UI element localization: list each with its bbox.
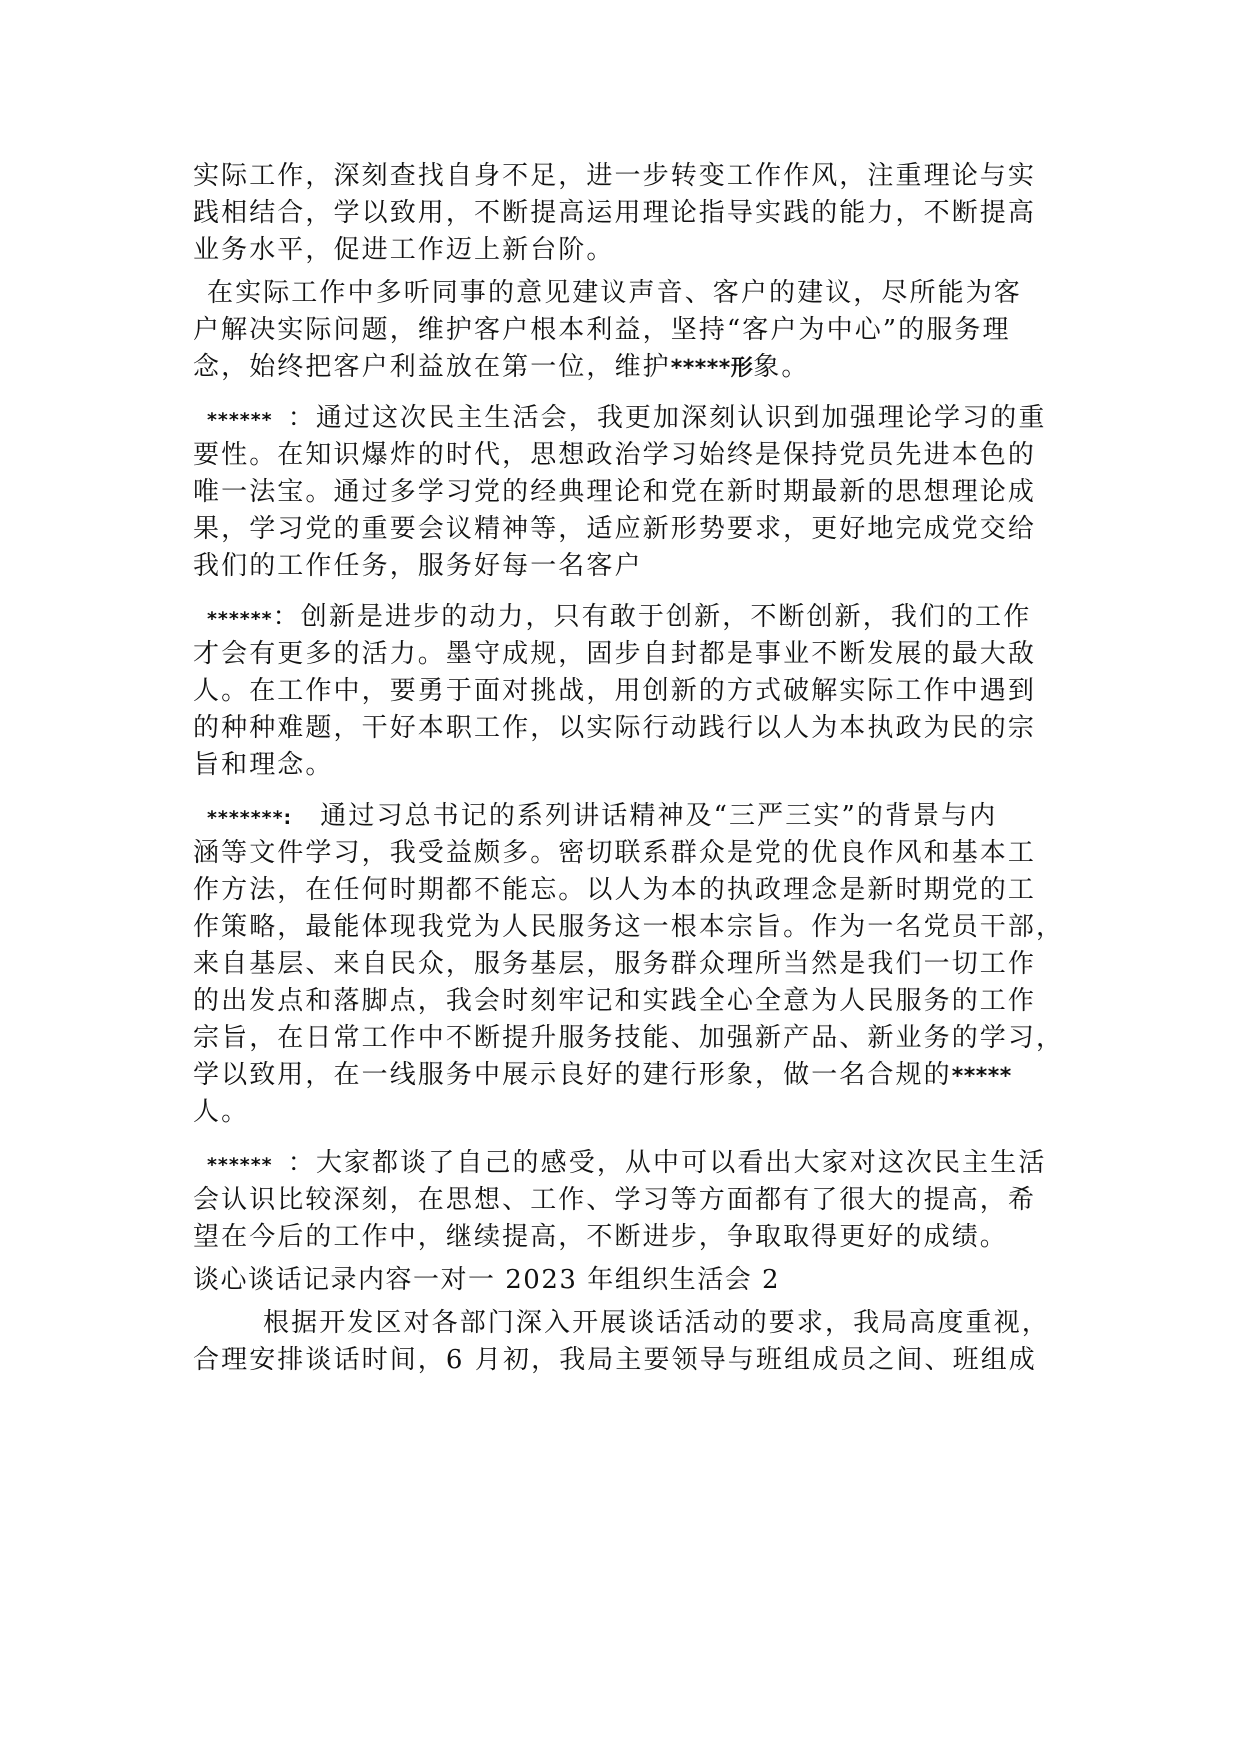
text-line: 的种种难题，干好本职工作，以实际行动践行以人为本执政为民的宗 — [193, 713, 1037, 743]
text-line: 合理安排谈话时间，6 月初，我局主要领导与班组成员之间、班组成 — [193, 1345, 1037, 1375]
text-segment: ：通过这次民主生活会，我更加深刻认识到加强理论学习的重 — [287, 403, 1047, 433]
text-line: 旨和理念。 — [193, 750, 334, 780]
text-line: 涵等文件学习，我受益颇多。密切联系群众是党的优良作风和基本工 — [193, 838, 1037, 868]
section-heading — [193, 1262, 1053, 1299]
text-segment: ：大家都谈了自己的感受，从中可以看出大家对这次民主生活 — [287, 1148, 1047, 1178]
paragraph-1 — [193, 158, 1053, 269]
text-line: 才会有更多的活力。墨守成规，固步自封都是事业不断发展的最大敌 — [193, 639, 1037, 669]
paragraph-4 — [193, 599, 1053, 784]
text-line — [193, 798, 1053, 835]
text-line — [193, 1057, 1053, 1094]
document-page — [193, 158, 1065, 1393]
text-segment: 象。 — [753, 352, 810, 382]
text-line: 会认识比较深刻，在思想、工作、学习等方面都有了很大的提高，希 — [193, 1185, 1037, 1215]
text-line: 实际工作，深刻查找自身不足，进一步转变工作作风，注重理论与实 — [193, 161, 1037, 191]
text-line: 践相结合，学以致用，不断提高运用理论指导实践的能力，不断提高 — [193, 198, 1037, 228]
text-line: 来自基层、来自民众，服务基层，服务群众理所当然是我们一切工作 — [193, 949, 1037, 979]
speaker-name: ****** — [207, 608, 273, 630]
text-line: 的出发点和落脚点，我会时刻牢记和实践全心全意为人民服务的工作 — [193, 986, 1037, 1016]
text-line — [193, 349, 1053, 386]
text-line: 唯一法宝。通过多学习党的经典理论和党在新时期最新的思想理论成 — [193, 477, 1037, 507]
text-line: 望在今后的工作中，继续提高，不断进步，争取取得更好的成绩。 — [193, 1222, 1008, 1252]
text-line: 在实际工作中多听同事的意见建议声音、客户的建议，尽所能为客 — [207, 278, 1022, 308]
text-line: 人。 — [193, 1097, 250, 1127]
text-line: 要性。在知识爆炸的时代，思想政治学习始终是保持党员先进本色的 — [193, 440, 1037, 470]
paragraph-6 — [193, 1145, 1053, 1256]
text-segment: 念，始终把客户利益放在第一位，维护 — [193, 352, 671, 382]
paragraph-7 — [193, 1305, 1053, 1379]
paragraph-2 — [193, 275, 1053, 386]
text-line: 作策略，最能体现我党为人民服务这一根本宗旨。作为一名党员干部， — [193, 912, 1065, 942]
paragraph-3 — [193, 400, 1053, 585]
text-segment: 通过习总书记的系列讲话精神及“三严三实”的背景与内 — [320, 801, 998, 831]
text-segment: ：创新是进步的动力，只有敢于创新，不断创新，我们的工作 — [272, 602, 1032, 632]
text-line: 宗旨，在日常工作中不断提升服务技能、加强新产品、新业务的学习， — [193, 1023, 1065, 1053]
text-line: 我们的工作任务，服务好每一名客户 — [193, 551, 643, 581]
masked-name: ***** — [951, 1064, 1012, 1089]
text-line: 果，学习党的重要会议精神等，适应新形势要求，更好地完成党交给 — [193, 514, 1037, 544]
text-line: 业务水平，促进工作迈上新台阶。 — [193, 235, 615, 265]
text-line — [193, 599, 1053, 636]
text-line: 根据开发区对各部门深入开展谈话活动的要求，我局高度重视， — [263, 1308, 1050, 1338]
text-segment: 学以致用，在一线服务中展示良好的建行形象，做一名合规的 — [193, 1060, 952, 1090]
speaker-name: *******: — [207, 807, 293, 829]
masked-name: *****形 — [670, 356, 754, 381]
section-heading-text: 谈心谈话记录内容一对一 2023 年组织生活会 2 — [193, 1265, 781, 1295]
text-line — [193, 1145, 1053, 1182]
text-line: 作方法，在任何时期都不能忘。以人为本的执政理念是新时期党的工 — [193, 875, 1037, 905]
text-line — [193, 400, 1053, 437]
text-line: 人。在工作中，要勇于面对挑战，用创新的方式破解实际工作中遇到 — [193, 676, 1037, 706]
speaker-name: ****** — [207, 409, 273, 431]
text-line: 户解决实际问题，维护客户根本利益，坚持“客户为中心”的服务理 — [193, 315, 1011, 345]
speaker-name: ****** — [207, 1154, 273, 1176]
paragraph-5 — [193, 798, 1065, 1131]
